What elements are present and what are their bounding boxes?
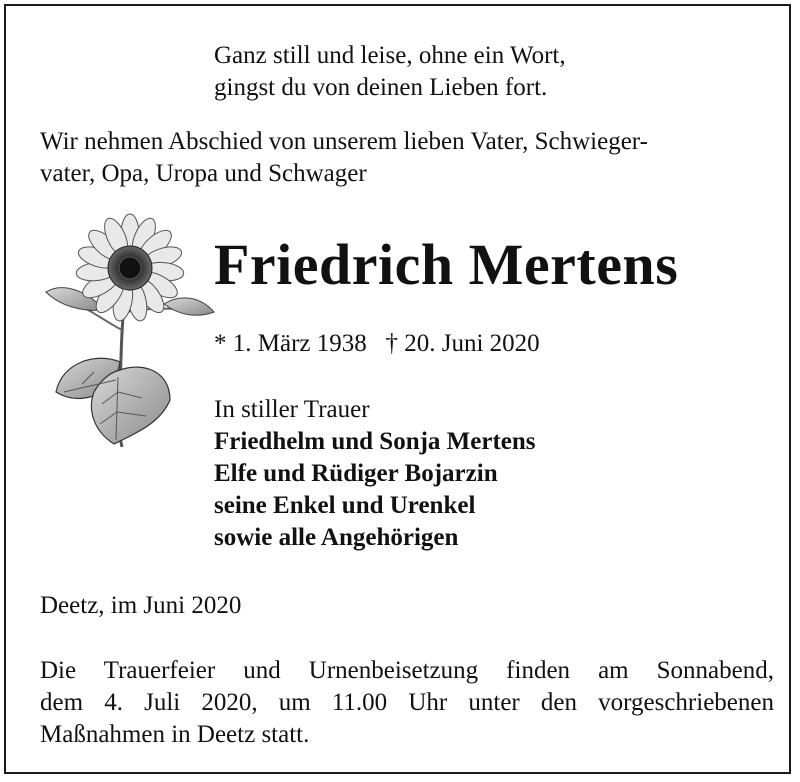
deceased-name: Friedrich Mertens [214, 232, 679, 297]
intro-line: vater, Opa, Uropa und Schwager [40, 160, 367, 187]
verse-line: gingst du von deinen Lieben fort. [214, 74, 548, 101]
intro-line: Wir nehmen Abschied von unserem lieben Vater, Schwieger- [40, 128, 648, 155]
intro-text [40, 126, 648, 190]
service-line: Die Trauerfeier und Urnenbeisetzung finden am Sonnabend, [40, 657, 774, 684]
verse [214, 40, 566, 104]
mourner-name: sowie alle Angehörigen [214, 524, 459, 551]
sunflower-icon [42, 212, 222, 452]
service-info [40, 655, 774, 751]
mourner-name: Elfe und Rüdiger Bojarzin [214, 460, 498, 487]
place-date: Deetz, im Juni 2020 [40, 592, 242, 619]
service-line: dem 4. Juli 2020, um 11.00 Uhr unter den vorgeschriebenen [40, 689, 774, 716]
verse-line: Ganz still und leise, ohne ein Wort, [214, 42, 566, 69]
mourners-heading: In stiller Trauer [214, 396, 370, 423]
service-line: Maßnahmen in Deetz statt. [40, 721, 310, 748]
obituary-notice [4, 4, 791, 774]
mourner-name: seine Enkel und Urenkel [214, 492, 476, 519]
mourners-block [214, 394, 536, 554]
life-dates: * 1. März 1938 † 20. Juni 2020 [214, 330, 540, 357]
mourner-name: Friedhelm und Sonja Mertens [214, 428, 536, 455]
